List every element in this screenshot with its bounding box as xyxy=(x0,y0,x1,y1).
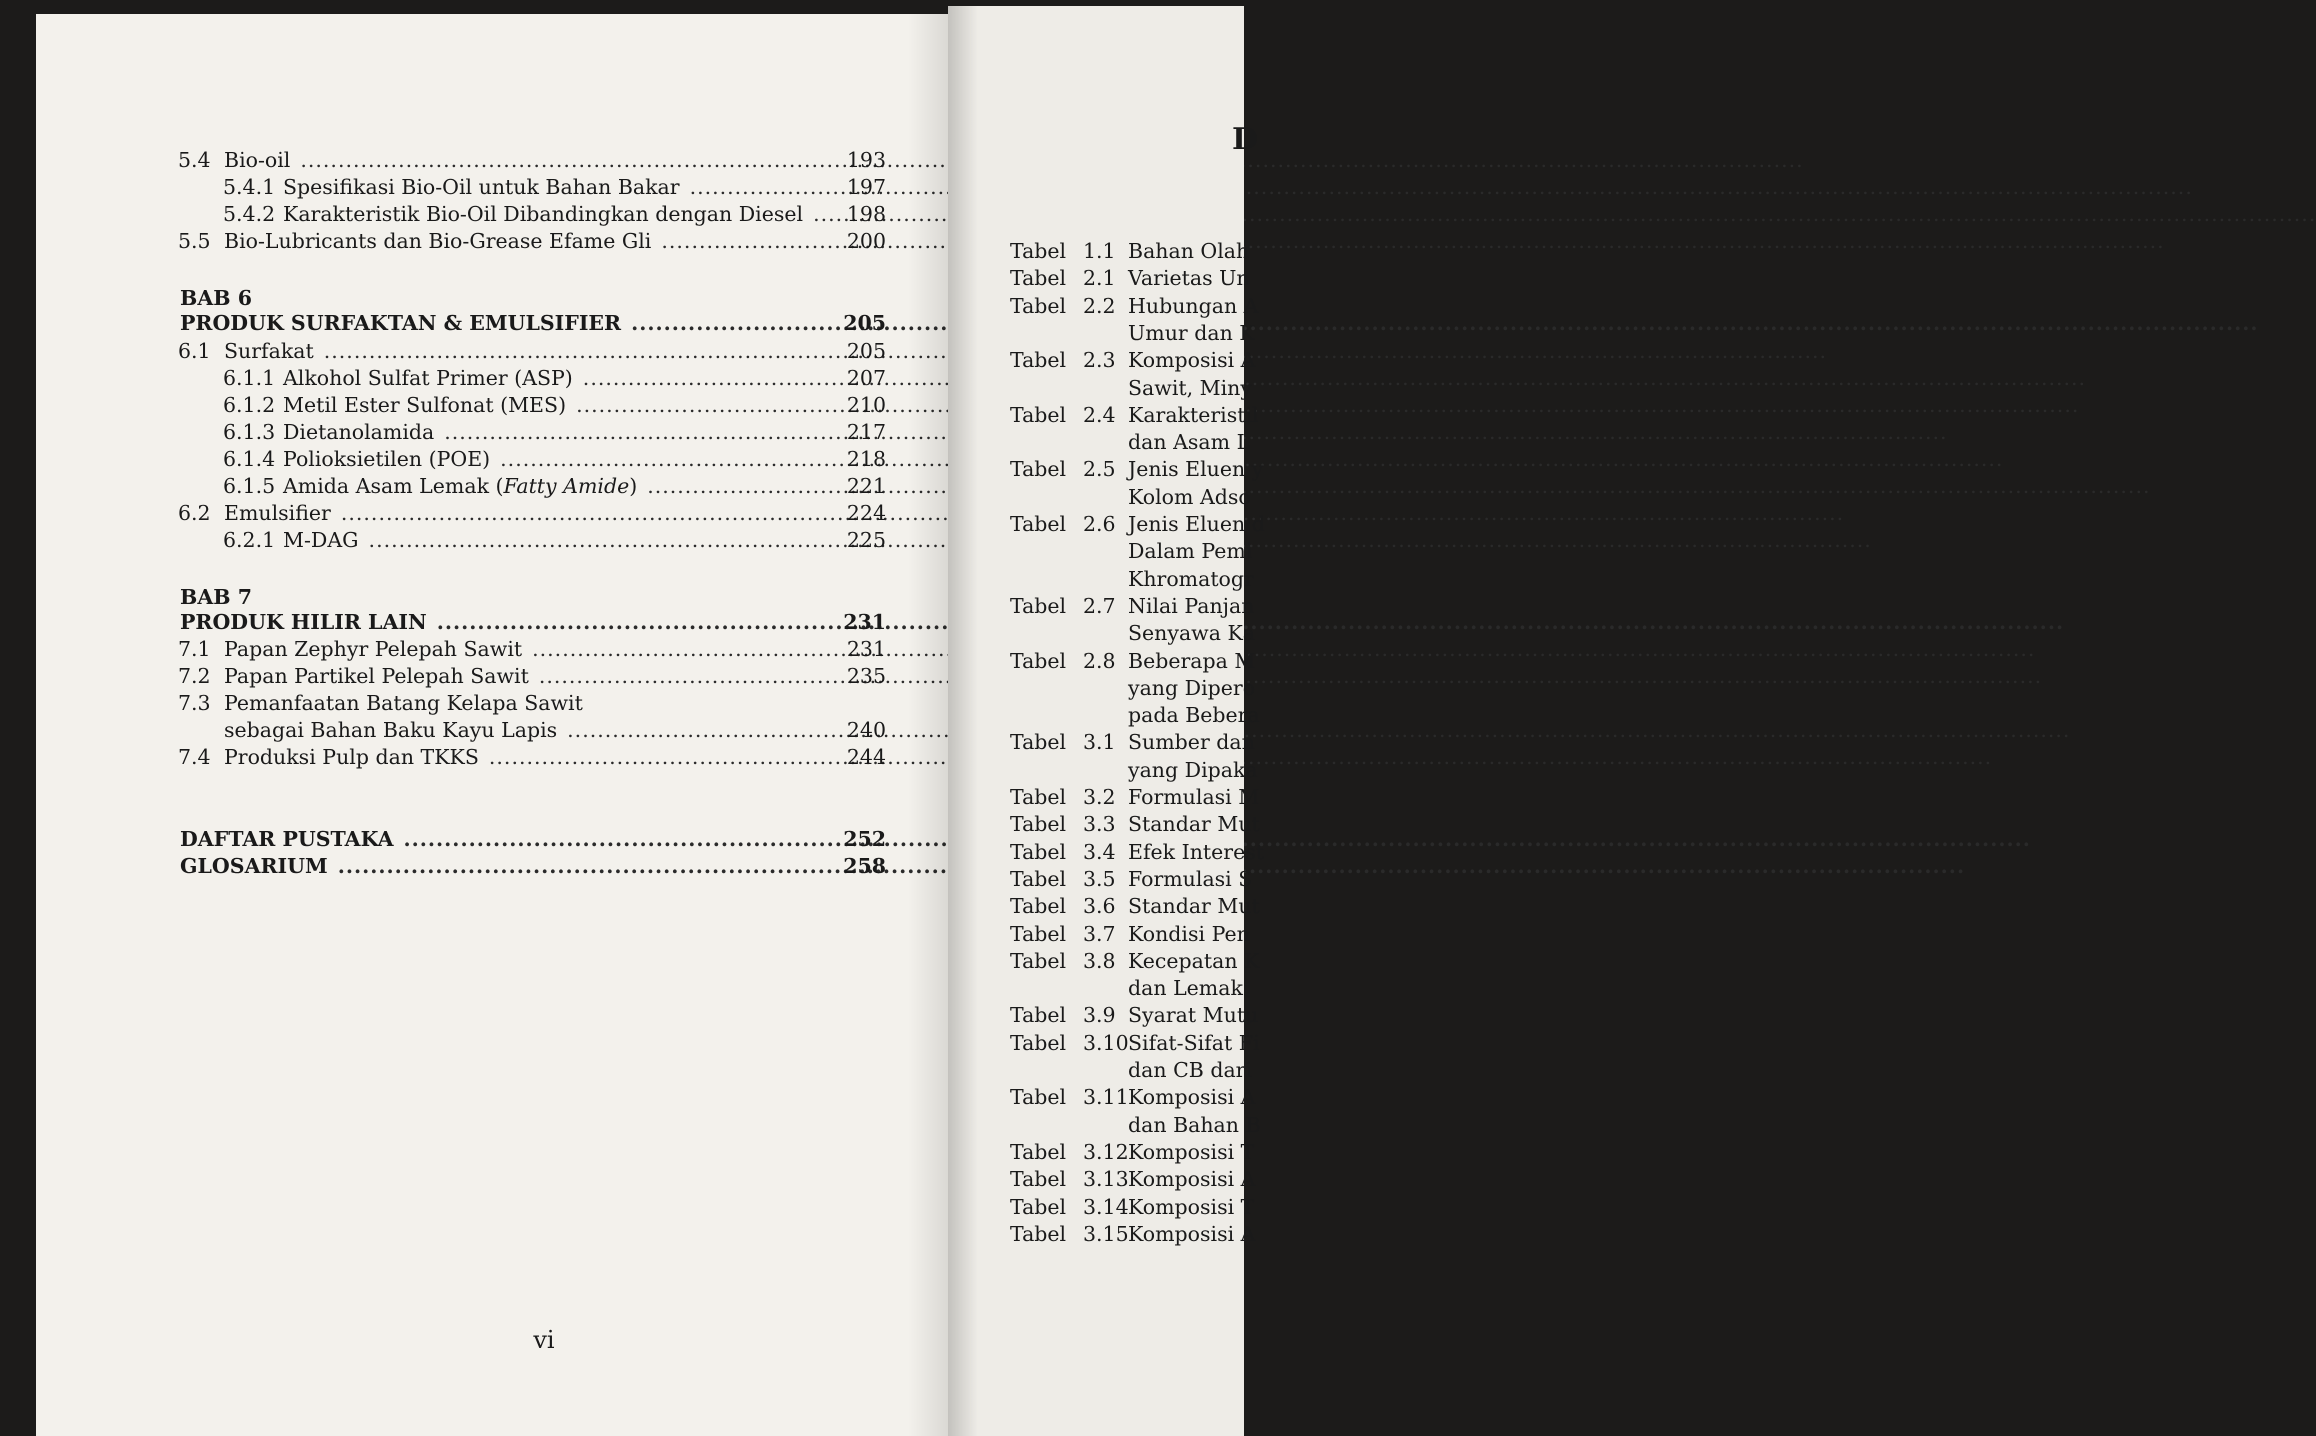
toc-entry xyxy=(36,201,948,228)
toc-leader-dots xyxy=(690,174,826,201)
toc-entry xyxy=(36,826,948,853)
toc-entry-page: 205 xyxy=(846,339,886,363)
table-list-number: 2.8 xyxy=(1083,649,1116,673)
toc-entry-page: 200 xyxy=(846,229,886,253)
table-list-number: 3.1 xyxy=(1083,730,1116,754)
table-list-title: Formulasi S xyxy=(1128,867,1253,891)
table-list-continuation: pada Bebera xyxy=(1128,703,1260,727)
toc-entry-title: Pemanfaatan Batang Kelapa Sawit xyxy=(224,691,583,715)
toc-entry-title: PRODUK SURFAKTAN & EMULSIFIER xyxy=(180,311,622,335)
toc-entry xyxy=(36,174,948,201)
toc-entry xyxy=(36,500,948,527)
toc-entry-number: 6.1.5 xyxy=(223,474,276,498)
toc-leader-dots xyxy=(583,365,826,392)
table-list-continuation: yang Dipero xyxy=(1128,676,1256,700)
table-list-number: 2.7 xyxy=(1083,594,1116,618)
toc-entry-number: 7.3 xyxy=(178,691,211,715)
toc-entry-title: Papan Zephyr Pelepah Sawit xyxy=(224,637,523,661)
toc-entry xyxy=(36,310,948,337)
table-list-number: 2.4 xyxy=(1083,403,1116,427)
toc-entry-page: 225 xyxy=(846,528,886,552)
toc-entry-number: 5.4.2 xyxy=(223,202,276,226)
toc-entry-number: 5.4 xyxy=(178,148,211,172)
table-of-contents xyxy=(36,14,948,1436)
toc-entry xyxy=(36,419,948,446)
toc-entry xyxy=(36,663,948,690)
toc-entry xyxy=(36,690,948,717)
toc-leader-dots xyxy=(631,310,826,337)
table-list-number: 3.14 xyxy=(1083,1195,1129,1219)
toc-entry-title: Metil Ester Sulfonat (MES) xyxy=(283,393,567,417)
table-list-continuation: dan Lemak xyxy=(1128,976,1243,1000)
toc-entry-title: Spesifikasi Bio-Oil untuk Bahan Bakar xyxy=(283,175,680,199)
toc-entry-title: Surfakat xyxy=(224,339,314,363)
toc-entry-title: Karakteristik Bio-Oil Dibandingkan dengan Diesel xyxy=(283,202,804,226)
toc-entry-page: 218 xyxy=(846,447,886,471)
table-list-label: Tabel xyxy=(1010,840,1067,864)
chapter-heading xyxy=(36,285,948,312)
toc-entry-title: Dietanolamida xyxy=(283,420,435,444)
table-list-label: Tabel xyxy=(1010,1167,1067,1191)
toc-entry-number: 6.2 xyxy=(178,501,211,525)
table-list-label: Tabel xyxy=(1010,239,1067,263)
toc-leader-dots xyxy=(661,228,826,255)
toc-leader-dots xyxy=(444,419,826,446)
chapter-heading-label: BAB 7 xyxy=(180,585,252,609)
table-list-number: 2.2 xyxy=(1083,294,1116,318)
table-list-title: Sumber dan xyxy=(1128,730,1255,754)
table-list-number: 3.13 xyxy=(1083,1167,1129,1191)
toc-leader-dots xyxy=(369,527,826,554)
table-list-title: Beberapa M xyxy=(1128,649,1256,673)
page-number: vi xyxy=(533,1326,555,1354)
table-list-title: Varietas Un xyxy=(1128,266,1250,290)
table-list-title: Komposisi T xyxy=(1128,1140,1255,1164)
toc-entry xyxy=(36,228,948,255)
toc-entry-page: 210 xyxy=(846,393,886,417)
toc-entry xyxy=(36,338,948,365)
toc-entry xyxy=(36,717,948,744)
toc-entry-page: 197 xyxy=(846,175,886,199)
toc-entry xyxy=(36,609,948,636)
toc-entry-number: 7.1 xyxy=(178,637,211,661)
table-list-number: 3.9 xyxy=(1083,1003,1116,1027)
table-list-continuation: Umur dan K xyxy=(1128,321,1255,345)
list-heading-fragment: D xyxy=(1232,122,1259,157)
toc-leader-dots xyxy=(500,446,826,473)
table-list-label: Tabel xyxy=(1010,1222,1067,1246)
table-list-continuation: Kolom Adso xyxy=(1128,485,1251,509)
table-list-title: Nilai Panjan xyxy=(1128,594,1255,618)
table-list-title: Efek Interest xyxy=(1128,840,1264,864)
toc-entry-title: DAFTAR PUSTAKA xyxy=(180,827,394,851)
table-list-title: Jenis Eluen y xyxy=(1128,457,1264,481)
table-list-number: 3.4 xyxy=(1083,840,1116,864)
toc-entry-title: Bio-oil xyxy=(224,148,291,172)
table-list-label: Tabel xyxy=(1010,294,1067,318)
table-list-number: 2.5 xyxy=(1083,457,1116,481)
table-list-number: 3.8 xyxy=(1083,949,1116,973)
toc-leader-dots xyxy=(324,338,826,365)
toc-leader-dots xyxy=(341,500,826,527)
toc-entry xyxy=(36,365,948,392)
table-list-label: Tabel xyxy=(1010,894,1067,918)
table-list-title: Syarat Mutu xyxy=(1128,1003,1259,1027)
chapter-heading-label: BAB 6 xyxy=(180,286,252,310)
toc-entry-title: M-DAG xyxy=(283,528,359,552)
toc-entry-page: 235 xyxy=(846,664,886,688)
toc-entry-number: 7.4 xyxy=(178,745,211,769)
table-list-label: Tabel xyxy=(1010,867,1067,891)
table-list-title: Hubungan A xyxy=(1128,294,1259,318)
toc-entry-number: 6.1.2 xyxy=(223,393,276,417)
table-list-title: Formulasi M xyxy=(1128,785,1260,809)
toc-leader-dots xyxy=(576,392,826,419)
toc-entry-title: Polioksietilen (POE) xyxy=(283,447,491,471)
toc-entry-page: 258 xyxy=(843,854,886,878)
toc-entry xyxy=(36,744,948,771)
table-list-number: 3.10 xyxy=(1083,1031,1129,1055)
table-list-title: Komposisi T xyxy=(1128,1195,1255,1219)
table-list-label: Tabel xyxy=(1010,348,1067,372)
toc-entry-page: 217 xyxy=(846,420,886,444)
toc-entry-title: Emulsifier xyxy=(224,501,331,525)
table-list-label: Tabel xyxy=(1010,1003,1067,1027)
table-list-label: Tabel xyxy=(1010,1140,1067,1164)
table-list-label: Tabel xyxy=(1010,949,1067,973)
table-list-number: 2.1 xyxy=(1083,266,1116,290)
toc-leader-dots xyxy=(403,826,826,853)
table-list-continuation: Senyawa Ka xyxy=(1128,621,1256,645)
toc-leader-dots xyxy=(300,147,826,174)
toc-entry-page: 221 xyxy=(846,474,886,498)
table-list-title: Komposisi A xyxy=(1128,348,1256,372)
table-list-continuation: dan CB dari xyxy=(1128,1058,1253,1082)
table-list-number: 2.3 xyxy=(1083,348,1116,372)
toc-entry-number: 6.1.4 xyxy=(223,447,276,471)
table-list-label: Tabel xyxy=(1010,1085,1067,1109)
toc-entry-page: 193 xyxy=(846,148,886,172)
table-list-continuation: Khromatogr xyxy=(1128,567,1254,591)
toc-entry-number: 6.1.1 xyxy=(223,366,276,390)
toc-leader-dots xyxy=(539,663,826,690)
table-list-title: Standar Mut xyxy=(1128,894,1260,918)
table-list-number: 3.3 xyxy=(1083,812,1116,836)
toc-entry-number: 7.2 xyxy=(178,664,211,688)
table-list-number: 3.2 xyxy=(1083,785,1116,809)
table-list-label: Tabel xyxy=(1010,922,1067,946)
toc-leader-dots xyxy=(532,636,826,663)
toc-entry-title: Bio-Lubricants dan Bio-Grease Efame Gli xyxy=(224,229,652,253)
toc-entry-number: 6.1 xyxy=(178,339,211,363)
toc-entry-page: 198 xyxy=(846,202,886,226)
toc-entry-page: 224 xyxy=(846,501,886,525)
toc-entry xyxy=(36,473,948,500)
table-list-continuation: Dalam Pemi xyxy=(1128,539,1253,563)
table-list-number: 3.6 xyxy=(1083,894,1116,918)
toc-entry-page: 231 xyxy=(846,637,886,661)
toc-entry xyxy=(36,446,948,473)
table-list-title: Komposisi A xyxy=(1128,1085,1256,1109)
table-list-number: 3.12 xyxy=(1083,1140,1129,1164)
table-list-title: Karakteristil xyxy=(1128,403,1259,427)
toc-leader-dots xyxy=(338,853,826,880)
table-list-label: Tabel xyxy=(1010,1195,1067,1219)
toc-entry-title: Amida Asam Lemak (Fatty Amide) xyxy=(283,474,638,498)
table-list-title: Komposisi A xyxy=(1128,1167,1256,1191)
toc-leader-dots xyxy=(813,201,826,228)
toc-leader-dots xyxy=(647,473,826,500)
table-list-title: Jenis Eluen d xyxy=(1128,512,1265,536)
table-list-label: Tabel xyxy=(1010,403,1067,427)
toc-entry-title: Produksi Pulp dan TKKS xyxy=(224,745,479,769)
table-list-title: Standar Mut xyxy=(1128,812,1260,836)
toc-entry xyxy=(36,636,948,663)
table-list-label: Tabel xyxy=(1010,266,1067,290)
toc-entry-number: 5.5 xyxy=(178,229,211,253)
table-list-continuation: yang Dipaka xyxy=(1128,758,1258,782)
table-list-label: Tabel xyxy=(1010,1031,1067,1055)
toc-leader-dots xyxy=(489,744,826,771)
table-list-continuation: dan Asam L xyxy=(1128,430,1251,454)
table-list-continuation: dan Bahan B xyxy=(1128,1113,1261,1137)
table-list-label: Tabel xyxy=(1010,649,1067,673)
table-list-number: 3.7 xyxy=(1083,922,1116,946)
table-list-number: 2.6 xyxy=(1083,512,1116,536)
table-list-title: Sifat-Sifat Fi xyxy=(1128,1031,1260,1055)
toc-entry-page: 205 xyxy=(843,311,886,335)
table-list-label: Tabel xyxy=(1010,594,1067,618)
toc-entry-title: PRODUK HILIR LAIN xyxy=(180,610,427,634)
toc-entry-title: GLOSARIUM xyxy=(180,854,328,878)
toc-leader-dots xyxy=(437,609,826,636)
toc-entry-number: 6.2.1 xyxy=(223,528,276,552)
table-list-label: Tabel xyxy=(1010,812,1067,836)
table-list-label: Tabel xyxy=(1010,785,1067,809)
toc-entry-title: Papan Partikel Pelepah Sawit xyxy=(224,664,529,688)
toc-entry-page: 252 xyxy=(843,827,886,851)
table-list-number: 3.11 xyxy=(1083,1085,1129,1109)
table-list-label: Tabel xyxy=(1010,457,1067,481)
toc-entry-number: 5.4.1 xyxy=(223,175,276,199)
table-list-number: 3.15 xyxy=(1083,1222,1129,1246)
toc-entry-page: 231 xyxy=(843,610,886,634)
left-page xyxy=(36,14,948,1436)
table-list-title: Kondisi Pen xyxy=(1128,922,1250,946)
right-page xyxy=(948,6,1265,1436)
toc-entry xyxy=(36,147,948,174)
table-list-title: Kecepatan K xyxy=(1128,949,1260,973)
toc-entry-page: 240 xyxy=(846,718,886,742)
toc-entry xyxy=(36,527,948,554)
table-list-label: Tabel xyxy=(1010,730,1067,754)
table-list-label: Tabel xyxy=(1010,512,1067,536)
toc-leader-dots xyxy=(567,717,826,744)
table-list-continuation: Sawit, Miny xyxy=(1128,376,1252,400)
toc-entry xyxy=(36,392,948,419)
toc-entry-number: 6.1.3 xyxy=(223,420,276,444)
table-list-title: Komposisi A xyxy=(1128,1222,1256,1246)
table-list-number: 1.1 xyxy=(1083,239,1116,263)
chapter-heading xyxy=(36,584,948,611)
table-list-title: Bahan Olah xyxy=(1128,239,1250,263)
toc-entry-title: Alkohol Sulfat Primer (ASP) xyxy=(283,366,573,390)
table-list-number: 3.5 xyxy=(1083,867,1116,891)
toc-entry-page: 244 xyxy=(846,745,886,769)
toc-entry-title: sebagai Bahan Baku Kayu Lapis xyxy=(224,718,558,742)
toc-entry-page: 207 xyxy=(846,366,886,390)
toc-entry xyxy=(36,853,948,880)
